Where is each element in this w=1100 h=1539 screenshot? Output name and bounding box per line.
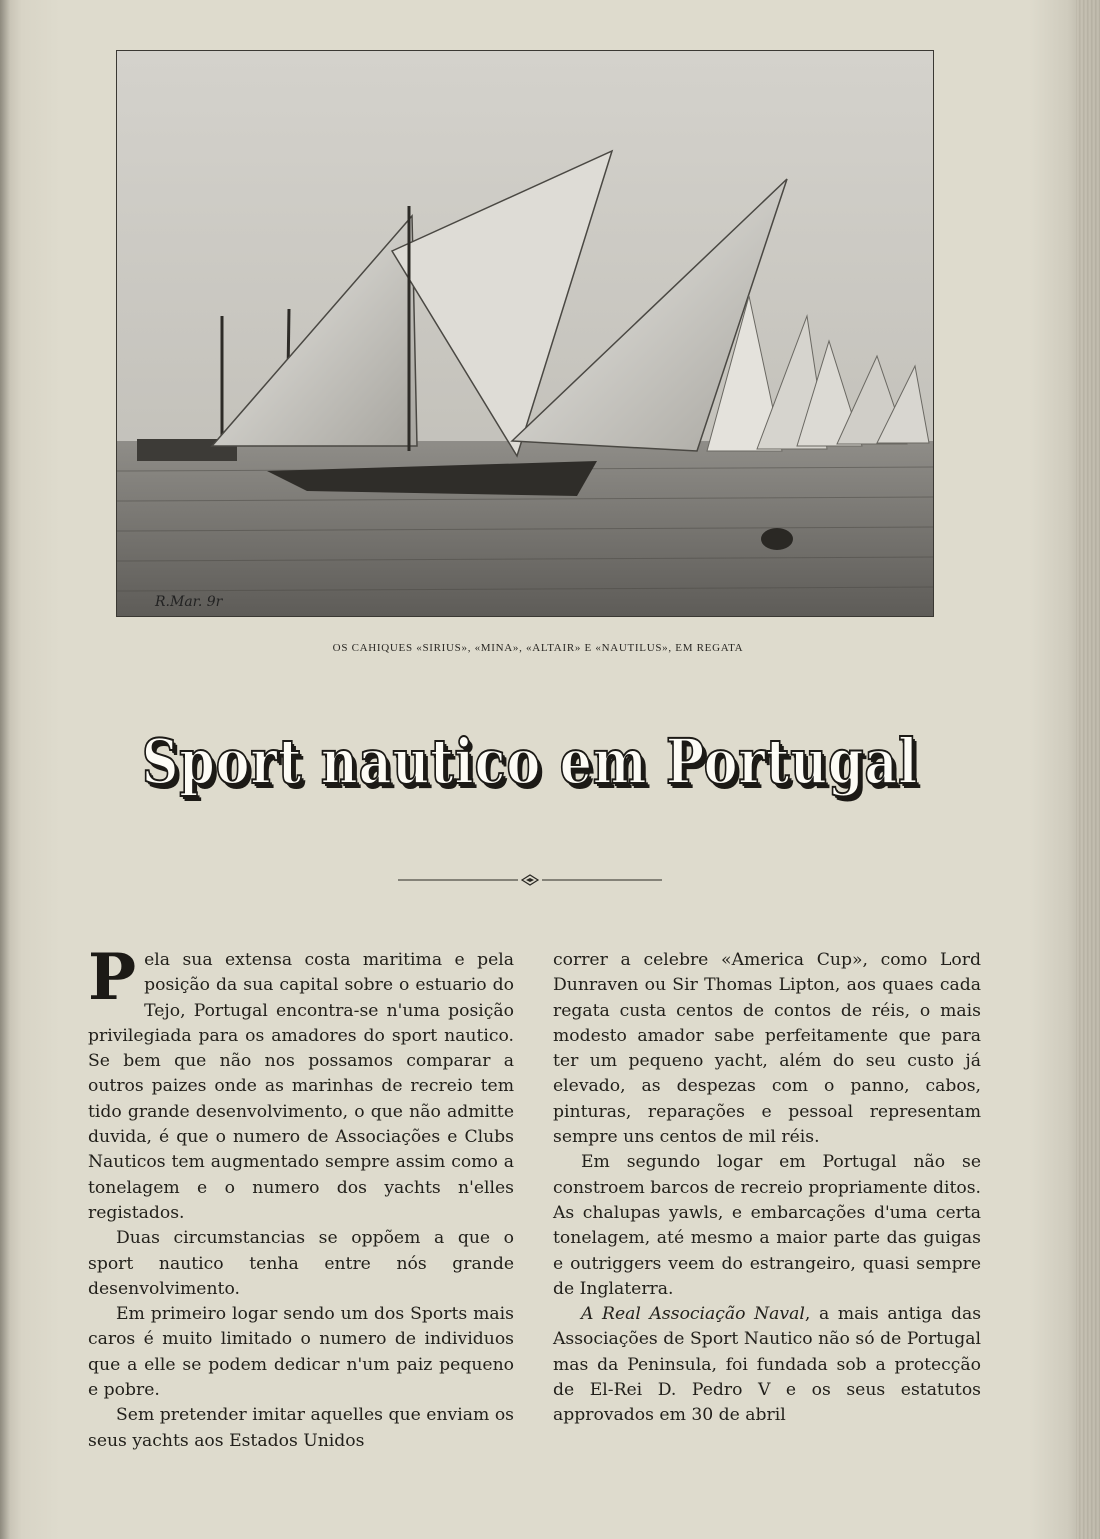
page-fore-edge (1076, 0, 1100, 1539)
regatta-illustration (116, 50, 934, 617)
paragraph (553, 1302, 981, 1428)
binding-gutter (0, 0, 10, 1539)
left-column (88, 940, 514, 1454)
right-column (553, 948, 981, 1429)
paragraph: Em primeiro logar sendo um dos Sports mais caros é muito limitado o numero de individuos que a elle se podem dedicar n'um paiz pequeno e pobre. (88, 1304, 514, 1401)
paragraph: correr a celebre «America Cup», como Lord Dunraven ou Sir Thomas Lipton, aos quaes cada regata custa centos de contos de réis, o mais modesto amador sabe perfeitamente que para ter um pequeno yacht, além do seu custo já elevado, as despezas com o panno, cabos, pinturas, reparações e pessoal representam sempre uns centos de mil réis. (553, 950, 981, 1148)
institution-name: A Real Associação Naval (581, 1304, 805, 1325)
article-title: Sport nautico em Portugal (141, 725, 919, 798)
paragraph-text: , a mais antiga das Associações de Sport Nautico não só de Portugal mas da Peninsula, foi fundada sob a protecção de El-Rei D. Pedro V e os seus estatutos approvados em 30 de abril (553, 1304, 982, 1426)
paragraph (88, 940, 514, 1226)
artist-signature: R.Mar. 9r (155, 594, 223, 610)
paragraph: Sem pretender imitar aquelles que enviam os seus yachts aos Estados Unidos (88, 1405, 514, 1451)
illustration-caption: OS CAHIQUES «SIRIUS», «MINA», «ALTAIR» E «NAUTILUS», EM REGATA (332, 642, 744, 654)
drop-cap: P (88, 940, 137, 1015)
ornamental-divider (398, 872, 662, 888)
sailboats-engraving (117, 51, 933, 616)
paragraph: Duas circumstancias se oppõem a que o sport nautico tenha entre nós grande desenvolvimento. (88, 1228, 514, 1299)
paragraph-text: ela sua extensa costa maritima e pela posição da sua capital sobre o estuario do Tejo, Portugal encontra-se n'uma posição privilegiada para os amadores do sport nautico. Se bem que não nos possamos comparar a outros paizes onde as marinhas de recreio tem tido grande desenvolvimento, o que não admitte duvida, é que o numero de Associações e Clubs Nauticos tem augmentado sempre assim como a tonelagem e o numero dos yachts n'elles registados. (88, 950, 514, 1223)
paragraph: Em segundo logar em Portugal não se constroem barcos de recreio propriamente ditos. As chalupas yawls, e embarcações d'uma certa tonelagem, até mesmo a maior parte das guigas e outriggers veem do estrangeiro, quasi sempre de Inglaterra. (553, 1152, 981, 1299)
